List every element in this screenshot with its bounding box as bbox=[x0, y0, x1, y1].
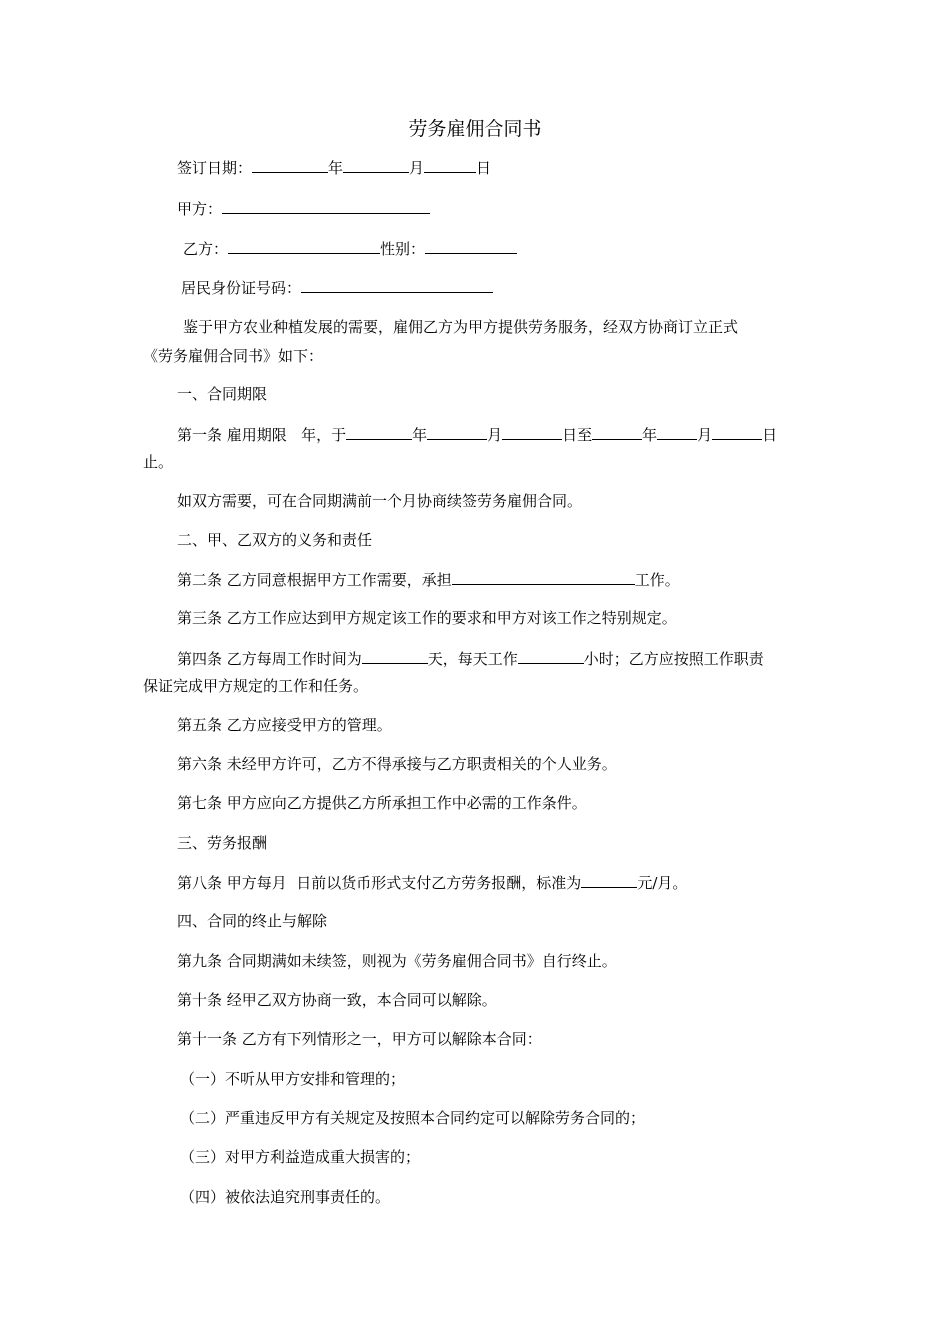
month-label: 月 bbox=[409, 159, 425, 177]
year-label: 年 bbox=[328, 159, 344, 177]
sign-month-blank[interactable] bbox=[343, 157, 409, 173]
article4-suffix: 小时；乙方应按照工作职责 bbox=[583, 650, 764, 668]
sign-day-blank[interactable] bbox=[424, 157, 476, 173]
year-label: 年 bbox=[412, 426, 428, 444]
end-year-blank[interactable] bbox=[592, 424, 642, 440]
article2-suffix: 工作。 bbox=[634, 571, 680, 589]
article5: 第五条 乙方应接受甲方的管理。 bbox=[177, 716, 392, 734]
month-label: 月 bbox=[697, 426, 713, 444]
id-number-line bbox=[181, 277, 493, 298]
party-b-line bbox=[183, 238, 517, 259]
start-year-blank[interactable] bbox=[346, 424, 412, 440]
sign-year-blank[interactable] bbox=[252, 157, 328, 173]
gender-label: 性别： bbox=[380, 240, 426, 258]
list-item: （三）对甲方利益造成重大损害的； bbox=[180, 1148, 421, 1166]
article2-line bbox=[177, 569, 680, 590]
party-a-line bbox=[177, 198, 430, 219]
end-day-blank[interactable] bbox=[712, 424, 762, 440]
article4-mid: 天，每天工作 bbox=[427, 650, 518, 668]
renew-clause: 如双方需要，可在合同期满前一个月协商续签劳务雇佣合同。 bbox=[177, 492, 583, 510]
article7: 第七条 甲方应向乙方提供乙方所承担工作中必需的工作条件。 bbox=[177, 794, 587, 812]
list-item: （四）被依法追究刑事责任的。 bbox=[180, 1188, 391, 1206]
sign-date-line bbox=[177, 157, 491, 178]
hours-blank[interactable] bbox=[518, 648, 584, 664]
article6: 第六条 未经甲方许可，乙方不得承接与乙方职责相关的个人业务。 bbox=[177, 755, 617, 773]
gender-blank[interactable] bbox=[425, 238, 517, 254]
party-a-label: 甲方： bbox=[177, 200, 223, 218]
year-label: 年 bbox=[642, 426, 658, 444]
id-number-blank[interactable] bbox=[301, 277, 493, 293]
list-item: （一）不听从甲方安排和管理的； bbox=[180, 1070, 406, 1088]
article8-prefix: 第八条 甲方每月 日前以货币形式支付乙方劳务报酬，标准为 bbox=[177, 874, 582, 892]
party-a-blank[interactable] bbox=[222, 198, 430, 214]
section1-heading: 一、合同期限 bbox=[177, 385, 268, 403]
month-label: 月 bbox=[487, 426, 503, 444]
article10: 第十条 经甲乙双方协商一致，本合同可以解除。 bbox=[177, 991, 497, 1009]
article3: 第三条 乙方工作应达到甲方规定该工作的要求和甲方对该工作之特别规定。 bbox=[177, 609, 677, 627]
id-number-label: 居民身份证号码： bbox=[181, 279, 302, 297]
start-day-blank[interactable] bbox=[502, 424, 562, 440]
article9: 第九条 合同期满如未续签，则视为《劳务雇佣合同书》自行终止。 bbox=[177, 952, 617, 970]
section3-heading: 三、劳务报酬 bbox=[177, 834, 268, 852]
work-blank[interactable] bbox=[452, 569, 635, 585]
days-blank[interactable] bbox=[362, 648, 428, 664]
article11: 第十一条 乙方有下列情形之一，甲方可以解除本合同： bbox=[177, 1030, 542, 1048]
article4-prefix: 第四条 乙方每周工作时间为 bbox=[177, 650, 362, 668]
document-title: 劳务雇佣合同书 bbox=[408, 118, 542, 140]
party-b-label: 乙方： bbox=[183, 240, 229, 258]
article4-cont: 保证完成甲方规定的工作和任务。 bbox=[143, 677, 369, 695]
section4-heading: 四、合同的终止与解除 bbox=[177, 912, 328, 930]
sign-date-label: 签订日期： bbox=[177, 159, 253, 177]
end-month-blank[interactable] bbox=[657, 424, 697, 440]
article4-line bbox=[177, 648, 764, 669]
article2-prefix: 第二条 乙方同意根据甲方工作需要，承担 bbox=[177, 571, 452, 589]
article1-line bbox=[177, 424, 777, 445]
preamble-line1: 鉴于甲方农业种植发展的需要，雇佣乙方为甲方提供劳务服务，经双方协商订立正式 bbox=[183, 318, 739, 336]
article1-cont: 止。 bbox=[143, 453, 174, 471]
article8-suffix: 元/月。 bbox=[637, 874, 688, 892]
article1-prefix: 第一条 雇用期限 年，于 bbox=[177, 426, 347, 444]
section2-heading: 二、甲、乙双方的义务和责任 bbox=[177, 531, 373, 549]
day-label: 日 bbox=[476, 159, 492, 177]
party-b-blank[interactable] bbox=[228, 238, 380, 254]
day-label: 日 bbox=[762, 426, 778, 444]
day-to-label: 日至 bbox=[562, 426, 593, 444]
article8-line bbox=[177, 872, 687, 893]
start-month-blank[interactable] bbox=[427, 424, 487, 440]
preamble-line2: 《劳务雇佣合同书》如下： bbox=[143, 347, 324, 365]
list-item: （二）严重违反甲方有关规定及按照本合同约定可以解除劳务合同的； bbox=[180, 1109, 646, 1127]
salary-blank[interactable] bbox=[581, 872, 637, 888]
